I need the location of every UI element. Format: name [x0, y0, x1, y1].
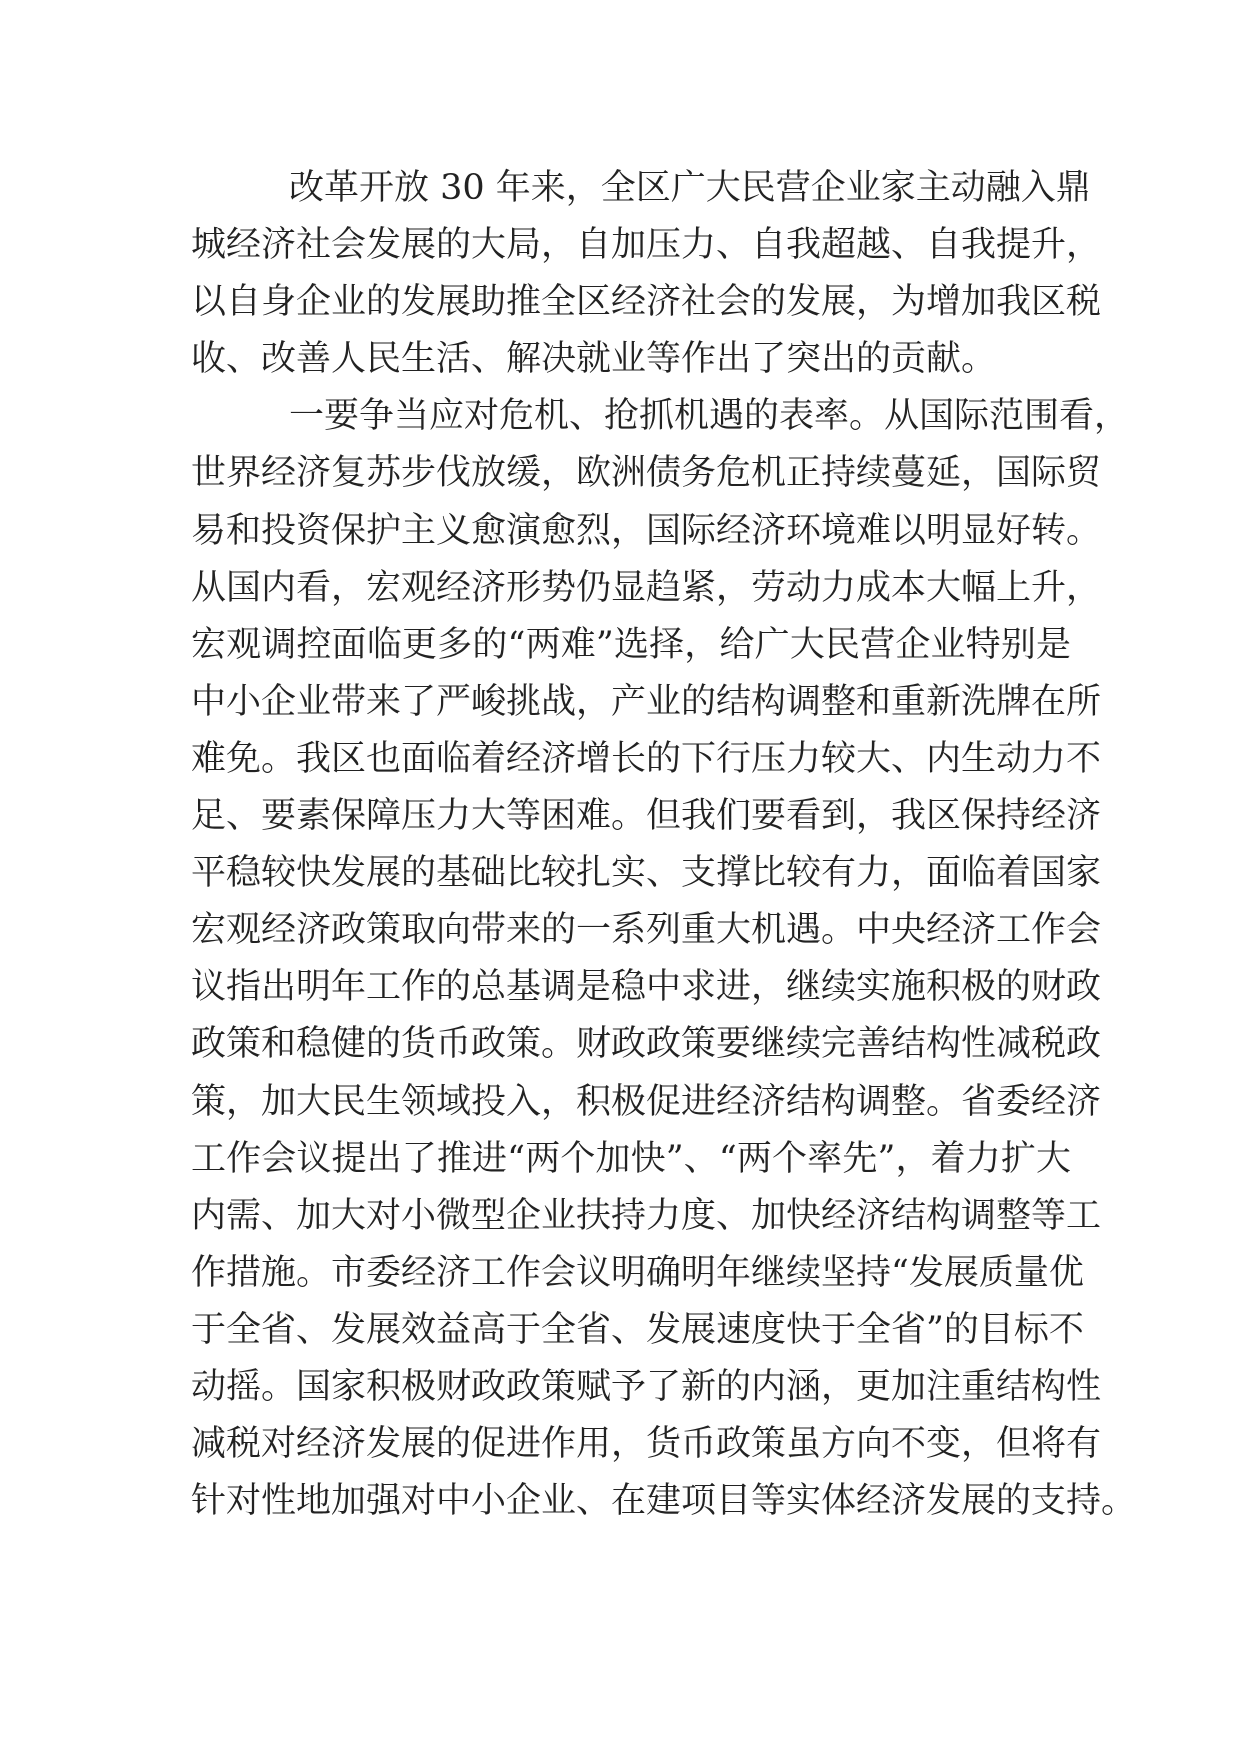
text-line: 针对性地加强对中小企业、在建项目等实体经济发展的支持。 [191, 1481, 1137, 1522]
text-line: 作措施。市委经济工作会议明确明年继续坚持“发展质量优 [191, 1252, 1084, 1293]
text-line: 工作会议提出了推进“两个加快”、“两个率先”，着力扩大 [191, 1138, 1071, 1179]
document-body [191, 160, 1137, 1530]
text-line: 改革开放 30 年来，全区广大民营企业家主动融入鼎 [289, 168, 1091, 208]
text-line: 城经济社会发展的大局，自加压力、自我超越、自我提升， [191, 225, 1102, 266]
text-line: 动摇。国家积极财政政策赋予了新的内涵，更加注重结构性 [191, 1366, 1102, 1407]
text-line: 足、要素保障压力大等困难。但我们要看到，我区保持经济 [191, 796, 1102, 837]
paragraph-2 [191, 388, 1137, 1530]
text-line: 策，加大民生领域投入，积极促进经济结构调整。省委经济 [191, 1081, 1102, 1122]
text-line: 内需、加大对小微型企业扶持力度、加快经济结构调整等工 [191, 1195, 1102, 1236]
text-line: 政策和稳健的货币政策。财政政策要继续完善结构性减税政 [191, 1024, 1102, 1065]
text-line: 收、改善人民生活、解决就业等作出了突出的贡献。 [191, 339, 997, 380]
text-line: 于全省、发展效益高于全省、发展速度快于全省”的目标不 [191, 1309, 1084, 1350]
text-line: 宏观调控面临更多的“两难”选择，给广大民营企业特别是 [191, 624, 1071, 665]
text-line: 易和投资保护主义愈演愈烈，国际经济环境难以明显好转。 [191, 510, 1102, 551]
text-line: 中小企业带来了严峻挑战，产业的结构调整和重新洗牌在所 [191, 681, 1102, 722]
text-line: 宏观经济政策取向带来的一系列重大机遇。中央经济工作会 [191, 910, 1102, 951]
text-line: 平稳较快发展的基础比较扎实、支撑比较有力，面临着国家 [191, 853, 1102, 894]
text-line: 难免。我区也面临着经济增长的下行压力较大、内生动力不 [191, 738, 1102, 779]
text-line: 以自身企业的发展助推全区经济社会的发展，为增加我区税 [191, 282, 1102, 323]
text-line: 世界经济复苏步伐放缓，欧洲债务危机正持续蔓延，国际贸 [191, 453, 1102, 494]
text-line: 从国内看，宏观经济形势仍显趋紧，劳动力成本大幅上升， [191, 567, 1102, 608]
paragraph-1 [191, 160, 1102, 388]
text-line: 减税对经济发展的促进作用，货币政策虽方向不变，但将有 [191, 1424, 1102, 1465]
text-line: 议指出明年工作的总基调是稳中求进，继续实施积极的财政 [191, 967, 1102, 1008]
text-line: 一要争当应对危机、抢抓机遇的表率。从国际范围看， [289, 396, 1130, 437]
